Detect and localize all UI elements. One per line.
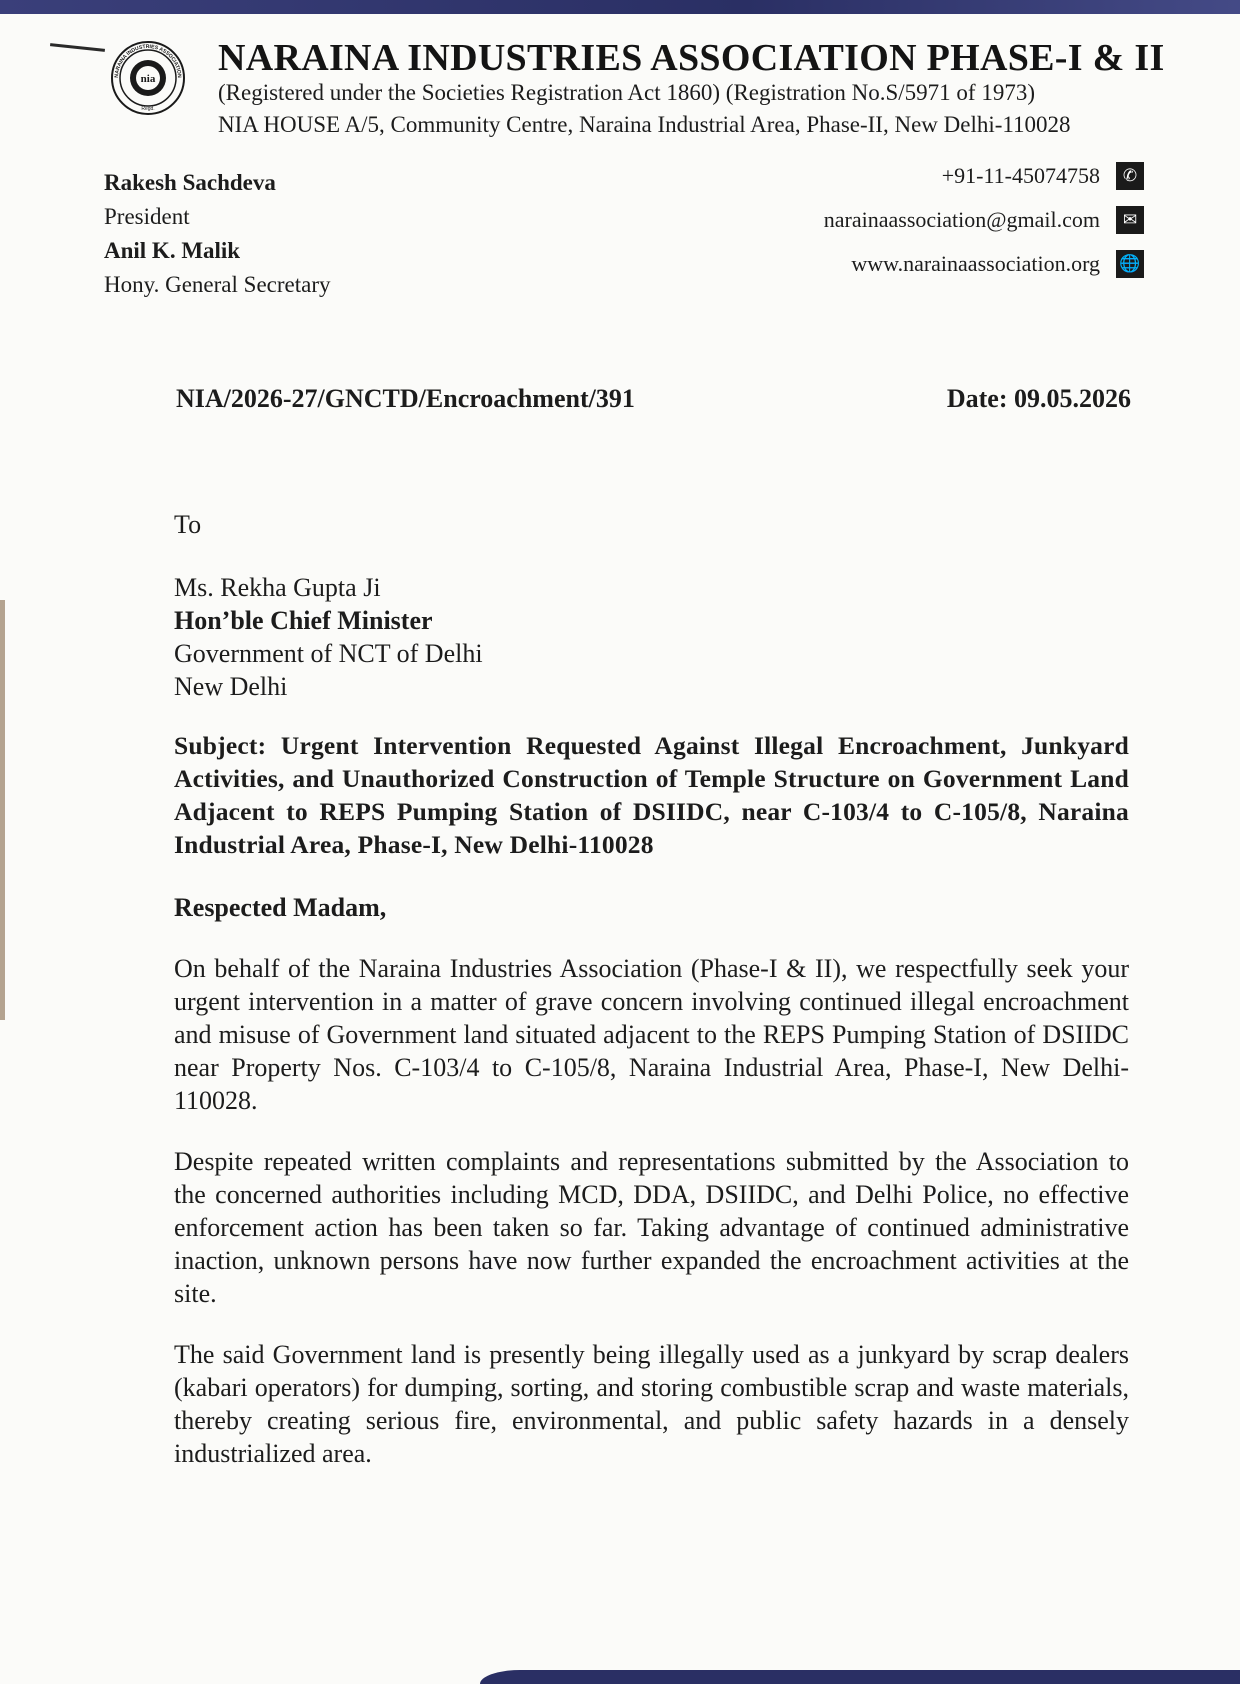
phone-row (624, 160, 1144, 192)
subject-line: Subject: Urgent Intervention Requested Against Illegal Encroachment, Junkyard Activities, and Unauthorized Construction of Temple Structure on Government Land Adjacent to REPS Pumping Station of DSIIDC, near C-103/4 to C-105/8, Naraina Industrial Area, Phase-I, New Delhi-110028 (174, 731, 1129, 859)
paragraph-2: Despite repeated written complaints and representations submitted by the Association to the concerned authorities including MCD, DDA, DSIIDC, and Delhi Police, no effective enforcement action has been taken so far. Taking advantage of continued administrative inaction, unknown persons have now further expanded the encroachment activities at the site. (174, 1147, 1129, 1308)
letter-body (174, 508, 1129, 1470)
organization-address: NIA HOUSE A/5, Community Centre, Naraina Industrial Area, Phase-II, New Delhi-110028 (218, 112, 1071, 137)
email-row (624, 204, 1144, 236)
logo-bottom-text: Regd. (141, 106, 155, 112)
registration-details: (Registered under the Societies Registration Act 1860) (Registration No.S/5971 of 1973) (218, 80, 1035, 105)
president-title: President (104, 204, 190, 229)
salutation: Respected Madam, (174, 893, 387, 922)
phone-icon: ✆ (1116, 162, 1144, 190)
letter-date: Date: 09.05.2026 (946, 384, 1131, 413)
secretary-name: Anil K. Malik (104, 238, 241, 263)
website-link[interactable]: www.narainaassociation.org (851, 251, 1100, 276)
organization-name: NARAINA INDUSTRIES ASSOCIATION PHASE-I & II (218, 37, 1165, 79)
paragraph-1: On behalf of the Naraina Industries Association (Phase-I & II), we respectfully seek your urgent intervention in a matter of grave concern involving continued illegal encroachment and misuse of Government land situated adjacent to the REPS Pumping Station of DSIIDC near Property Nos. C-103/4 to C-105/8, Naraina Industrial Area, Phase-I, New Delhi-110028. (174, 954, 1129, 1115)
logo-ring-text: NARAINA INDUSTRIES ASSOCIATION (113, 43, 183, 78)
pen-mark (50, 43, 105, 52)
secretary-title: Hony. General Secretary (104, 272, 331, 297)
phone-number[interactable]: +91-11-45074758 (941, 163, 1100, 188)
page-top-edge (0, 0, 1240, 14)
recipient-name: Ms. Rekha Gupta Ji (174, 573, 381, 602)
logo-text: nia (140, 73, 156, 85)
page-left-edge (0, 600, 5, 1020)
association-logo-icon (110, 40, 186, 116)
office-bearers (104, 166, 331, 302)
page-bottom-edge (480, 1670, 1240, 1684)
recipient-designation: Hon’ble Chief Minister (174, 606, 433, 635)
reference-line (176, 384, 1131, 414)
recipient-block (174, 571, 1129, 703)
globe-icon: 🌐 (1116, 250, 1144, 278)
reference-number: NIA/2026-27/GNCTD/Encroachment/391 (176, 384, 635, 413)
email-address[interactable]: narainaassociation@gmail.com (823, 207, 1100, 232)
president-name: Rakesh Sachdeva (104, 170, 276, 195)
recipient-office: Government of NCT of Delhi (174, 639, 483, 668)
recipient-city: New Delhi (174, 672, 288, 701)
paragraph-3: The said Government land is presently being illegally used as a junkyard by scrap dealers (kabari operators) for dumping, sorting, and storing combustible scrap and waste materials, thereby creating serious fire, environmental, and public safety hazards in a densely industrialized area. (174, 1340, 1129, 1468)
website-row (624, 248, 1144, 280)
to-label: To (174, 510, 202, 539)
contact-details (624, 160, 1144, 292)
mail-icon: ✉ (1116, 206, 1144, 234)
